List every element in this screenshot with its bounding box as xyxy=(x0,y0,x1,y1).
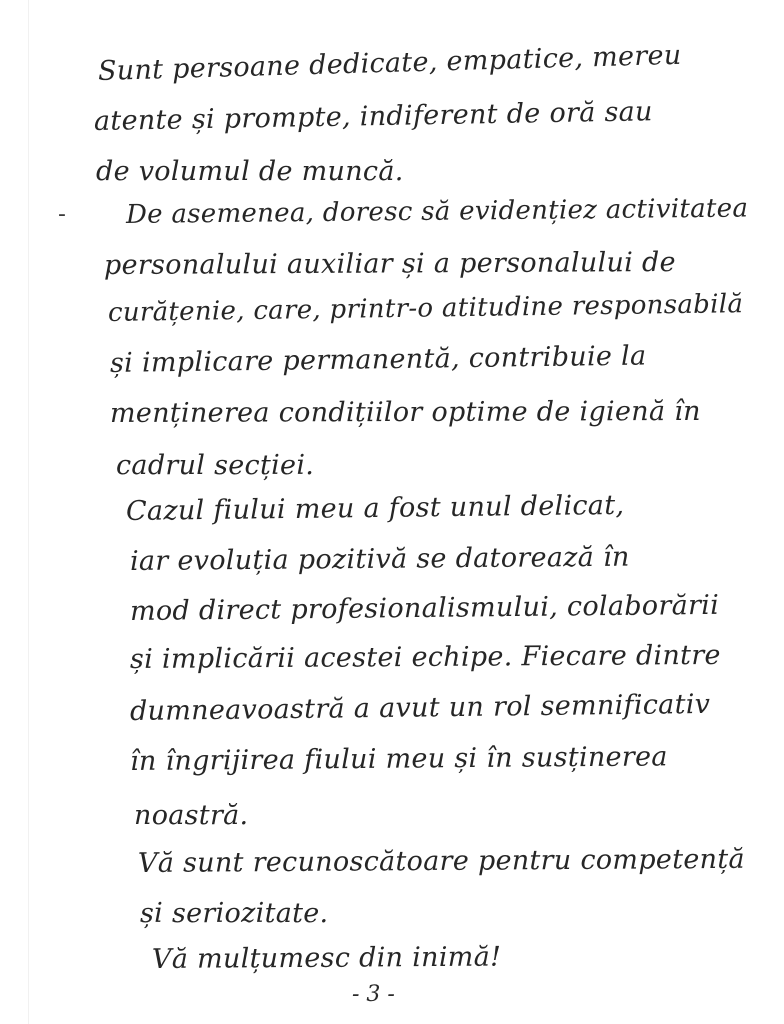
letter-line-6: curățenie, care, printr-o atitudine responsabilă xyxy=(107,289,744,328)
letter-line-13: și implicării acestei echipe. Fiecare dintre xyxy=(129,639,721,675)
letter-line-10: Cazul fiului meu a fost unul delicat, xyxy=(125,489,625,527)
letter-line-11: iar evoluția pozitivă se datorează în xyxy=(129,541,630,577)
letter-line-15: în îngrijirea fiului meu și în susținerea xyxy=(129,741,668,777)
paragraph-dash: - xyxy=(58,202,66,227)
letter-line-17: Vă sunt recunoscătoare pentru competență xyxy=(137,843,745,879)
letter-line-3: de volumul de muncă. xyxy=(96,156,404,187)
letter-line-14: dumneavoastră a avut un rol semnificativ xyxy=(129,688,711,727)
letter-line-18: și seriozitate. xyxy=(140,898,329,929)
letter-line-7: și implicare permanentă, contribuie la xyxy=(109,340,647,379)
letter-line-1: Sunt persoane dedicate, empatice, mereu xyxy=(97,39,682,87)
page-number: - 3 - xyxy=(352,982,395,1007)
letter-line-12: mod direct profesionalismului, colaborării xyxy=(129,589,720,627)
letter-line-9: cadrul secției. xyxy=(116,450,315,481)
letter-line-16: noastră. xyxy=(134,800,249,831)
paper-fold-line xyxy=(28,0,29,1024)
letter-line-2: atente și prompte, indiferent de oră sau xyxy=(93,96,653,137)
letter-line-5: personalului auxiliar și a personalului de xyxy=(103,247,676,281)
letter-line-19: Vă mulțumesc din inimă! xyxy=(151,941,502,975)
letter-line-4: De asemenea, doresc să evidențiez activitatea xyxy=(125,193,749,230)
letter-line-8: menținerea condițiilor optime de igienă în xyxy=(109,395,701,429)
